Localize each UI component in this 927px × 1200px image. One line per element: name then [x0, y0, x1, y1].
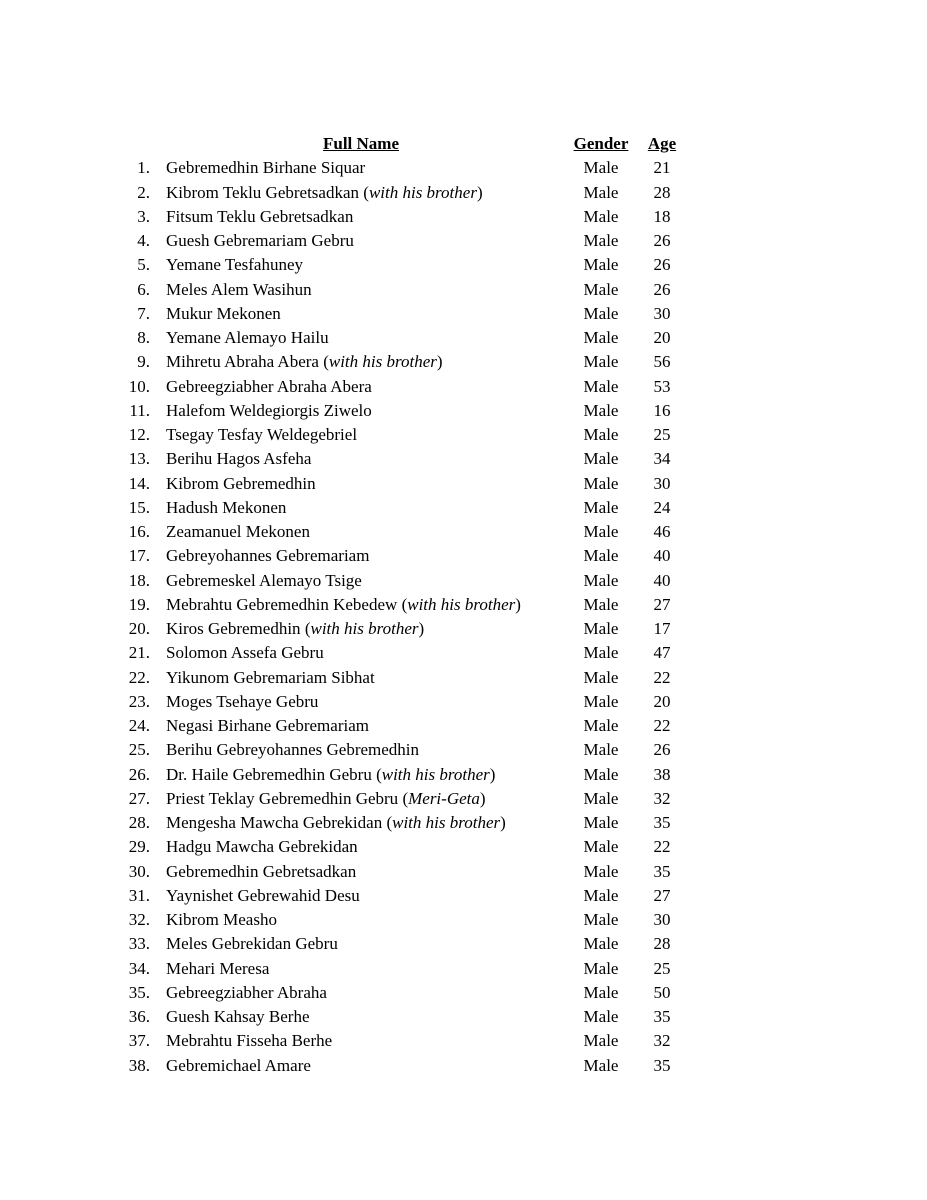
- full-name: Meles Alem Wasihun: [166, 279, 312, 299]
- gender-cell: Male: [583, 1055, 619, 1075]
- full-name: Mihretu Abraha Abera: [166, 352, 319, 372]
- row-number: 37.: [128, 1031, 150, 1051]
- age-cell: 35: [653, 813, 671, 832]
- gender-cell: Male: [583, 255, 619, 275]
- full-name: Yemane Alemayo Hailu: [166, 328, 329, 347]
- full-name: Zeamanuel Mekonen: [166, 522, 310, 541]
- row-number: 19.: [128, 594, 150, 614]
- row-number: 29.: [128, 837, 150, 857]
- full-name-cell: [166, 932, 338, 956]
- gender-cell: Male: [583, 764, 619, 784]
- full-name: Gebremeskel Alemayo Tsige: [166, 570, 362, 590]
- full-name: Guesh Kahsay Berhe: [166, 1007, 310, 1026]
- row-number: 13.: [128, 449, 150, 469]
- gender-cell: Male: [583, 376, 619, 396]
- table-row: [0, 957, 927, 981]
- row-number: 34.: [128, 958, 150, 978]
- age-cell: 27: [653, 594, 671, 614]
- full-name-cell: [166, 544, 369, 568]
- table-row: [0, 666, 927, 690]
- gender-cell: Male: [583, 473, 619, 493]
- gender-cell: Male: [583, 1007, 619, 1026]
- age-cell: 35: [653, 861, 671, 881]
- full-name: Negasi Birhane Gebremariam: [166, 716, 369, 735]
- row-number: 4.: [137, 231, 150, 250]
- age-cell: 25: [653, 425, 671, 444]
- age-cell: 28: [653, 182, 671, 202]
- full-name-cell: [166, 496, 286, 520]
- table-row: [0, 399, 927, 423]
- age-cell: 38: [653, 764, 671, 784]
- row-number: 8.: [137, 328, 150, 347]
- age-cell: 40: [653, 546, 671, 566]
- row-number: 18.: [128, 570, 150, 590]
- age-cell: 22: [653, 667, 671, 687]
- full-name: Tsegay Tesfay Weldegebriel: [166, 425, 358, 444]
- table-row: [0, 1029, 927, 1053]
- gender-cell: Male: [583, 425, 619, 444]
- full-name-cell: [166, 205, 353, 229]
- age-cell: 25: [653, 958, 671, 978]
- age-cell: 20: [653, 328, 671, 347]
- gender-cell: Male: [583, 691, 619, 711]
- full-name: Mukur Mekonen: [166, 303, 281, 323]
- column-header-full-name: Full Name: [322, 134, 400, 153]
- age-cell: 30: [653, 910, 671, 929]
- row-number: 21.: [128, 643, 150, 663]
- column-header-age: Age: [647, 134, 677, 153]
- name-note: with his brother: [381, 764, 490, 784]
- age-cell: 16: [653, 400, 671, 420]
- age-cell: 22: [653, 716, 671, 735]
- row-number: 2.: [137, 182, 150, 202]
- table-row: [0, 738, 927, 762]
- age-cell: 18: [653, 206, 671, 226]
- full-name: Gebremedhin Birhane Siquar: [166, 158, 366, 178]
- gender-cell: Male: [583, 716, 619, 735]
- age-cell: 26: [653, 279, 671, 299]
- full-name: Mehari Meresa: [166, 958, 270, 978]
- table-row: [0, 423, 927, 447]
- gender-cell: Male: [583, 182, 619, 202]
- row-number: 38.: [128, 1055, 150, 1075]
- row-number: 31.: [128, 885, 150, 905]
- full-name-cell: [166, 1054, 311, 1078]
- row-number: 17.: [128, 546, 150, 566]
- table-header-row: [0, 132, 927, 156]
- full-name: Kibrom Measho: [166, 910, 277, 929]
- row-number: 20.: [128, 619, 150, 638]
- table-row: [0, 520, 927, 544]
- gender-cell: Male: [583, 934, 619, 954]
- age-cell: 26: [653, 255, 671, 275]
- full-name-cell: [166, 981, 327, 1005]
- table-row: [0, 181, 927, 205]
- full-name-cell: [166, 569, 362, 593]
- row-number: 24.: [128, 716, 150, 735]
- full-name-cell: Mengesha Mawcha Gebrekidan (with his brother): [166, 813, 506, 832]
- gender-cell: Male: [583, 619, 619, 638]
- full-name-cell: Dr. Haile Gebremedhin Gebru (with his brother): [166, 764, 496, 784]
- table-row: [0, 496, 927, 520]
- age-cell: 53: [653, 376, 671, 396]
- table-row: [0, 860, 927, 884]
- gender-cell: Male: [583, 352, 619, 372]
- age-cell: 32: [653, 788, 671, 808]
- age-cell: 24: [653, 497, 671, 517]
- gender-cell: Male: [583, 522, 619, 541]
- gender-cell: Male: [583, 570, 619, 590]
- gender-cell: Male: [583, 303, 619, 323]
- gender-cell: Male: [583, 740, 619, 760]
- age-cell: 30: [653, 473, 671, 493]
- full-name-cell: [166, 860, 356, 884]
- table-row: [0, 156, 927, 180]
- age-cell: 35: [653, 1055, 671, 1075]
- gender-cell: Male: [583, 206, 619, 226]
- table-row: [0, 253, 927, 277]
- table-row: [0, 932, 927, 956]
- column-header-gender: Gender: [573, 134, 629, 153]
- full-name-cell: [166, 666, 375, 690]
- age-cell: 22: [653, 837, 671, 857]
- full-name-cell: [166, 447, 311, 471]
- full-name-cell: [166, 399, 372, 423]
- full-name: Gebreegziabher Abraha Abera: [166, 376, 372, 396]
- gender-cell: Male: [583, 328, 619, 347]
- row-number: 35.: [128, 982, 150, 1002]
- gender-cell: Male: [583, 885, 619, 905]
- gender-cell: Male: [583, 158, 619, 178]
- full-name: Berihu Gebreyohannes Gebremedhin: [166, 740, 420, 760]
- table-row: [0, 884, 927, 908]
- full-name-cell: [166, 253, 303, 277]
- full-name-cell: [166, 714, 369, 738]
- row-number: 9.: [137, 352, 150, 372]
- gender-cell: Male: [583, 982, 619, 1002]
- full-name: Yemane Tesfahuney: [166, 255, 303, 275]
- row-number: 16.: [128, 522, 150, 541]
- gender-cell: Male: [583, 667, 619, 687]
- full-name-cell: Mihretu Abraha Abera (with his brother): [166, 352, 443, 372]
- row-number: 23.: [128, 691, 150, 711]
- row-number: 27.: [128, 788, 150, 808]
- table-row: [0, 375, 927, 399]
- full-name-cell: [166, 1005, 310, 1029]
- table-row: [0, 229, 927, 253]
- name-note: with his brother: [392, 813, 501, 832]
- table-row: [0, 205, 927, 229]
- full-name: Kiros Gebremedhin: [166, 619, 301, 638]
- gender-cell: Male: [583, 231, 619, 250]
- table-row: [0, 326, 927, 350]
- gender-cell: Male: [583, 910, 619, 929]
- gender-cell: Male: [583, 279, 619, 299]
- age-cell: 27: [653, 885, 671, 905]
- full-name-cell: [166, 520, 310, 544]
- full-name: Dr. Haile Gebremedhin Gebru: [166, 764, 372, 784]
- row-number: 10.: [128, 376, 150, 396]
- row-number: 32.: [128, 910, 150, 929]
- full-name-cell: [166, 229, 354, 253]
- table-row: [0, 278, 927, 302]
- table-row: [0, 811, 927, 835]
- full-name: Yaynishet Gebrewahid Desu: [166, 885, 360, 905]
- table-row: [0, 981, 927, 1005]
- table-row: [0, 447, 927, 471]
- full-name-cell: Kiros Gebremedhin (with his brother): [166, 619, 425, 638]
- gender-cell: Male: [583, 958, 619, 978]
- gender-cell: Male: [583, 497, 619, 517]
- age-cell: 21: [653, 158, 671, 178]
- table-row: [0, 350, 927, 374]
- full-name: Mebrahtu Fisseha Berhe: [166, 1031, 333, 1051]
- table-body: [0, 156, 927, 1078]
- full-name-cell: Mebrahtu Gebremedhin Kebedew (with his brother): [166, 594, 521, 614]
- row-number: 22.: [128, 667, 150, 687]
- full-name-cell: Priest Teklay Gebremedhin Gebru (Meri-Geta): [166, 788, 486, 808]
- row-number: 28.: [128, 813, 150, 832]
- table-row: [0, 302, 927, 326]
- row-number: 6.: [137, 279, 150, 299]
- table-row: [0, 472, 927, 496]
- full-name: Hadush Mekonen: [166, 497, 287, 517]
- age-cell: 40: [653, 570, 671, 590]
- full-name-cell: [166, 302, 281, 326]
- full-name-cell: [166, 326, 329, 350]
- full-name-cell: [166, 835, 358, 859]
- table-row: [0, 690, 927, 714]
- full-name: Guesh Gebremariam Gebru: [166, 231, 354, 250]
- full-name: Mebrahtu Gebremedhin Kebedew: [166, 594, 398, 614]
- gender-cell: Male: [583, 813, 619, 832]
- gender-cell: Male: [583, 594, 619, 614]
- age-cell: 17: [653, 619, 671, 638]
- row-number: 11.: [129, 400, 150, 420]
- full-name-cell: [166, 884, 360, 908]
- full-name: Fitsum Teklu Gebretsadkan: [166, 206, 354, 226]
- age-cell: 30: [653, 303, 671, 323]
- row-number: 3.: [137, 206, 150, 226]
- full-name: Berihu Hagos Asfeha: [166, 449, 312, 469]
- table-row: [0, 787, 927, 811]
- full-name-cell: [166, 690, 318, 714]
- full-name-cell: [166, 423, 357, 447]
- name-note: with his brother: [407, 594, 516, 614]
- table-row: [0, 569, 927, 593]
- full-name: Yikunom Gebremariam Sibhat: [166, 667, 375, 687]
- table-row: [0, 544, 927, 568]
- row-number: 30.: [128, 861, 150, 881]
- full-name-cell: Kibrom Teklu Gebretsadkan (with his brother): [166, 182, 483, 202]
- table-row: [0, 593, 927, 617]
- age-cell: 28: [653, 934, 671, 954]
- full-name: Gebremichael Amare: [166, 1055, 311, 1075]
- full-name: Moges Tsehaye Gebru: [166, 691, 319, 711]
- row-number: 12.: [128, 425, 150, 444]
- age-cell: 56: [653, 352, 671, 372]
- row-number: 36.: [128, 1007, 150, 1026]
- table-row: [0, 714, 927, 738]
- row-number: 33.: [128, 934, 150, 954]
- full-name: Gebremedhin Gebretsadkan: [166, 861, 357, 881]
- gender-cell: Male: [583, 643, 619, 663]
- full-name-cell: [166, 156, 365, 180]
- victim-list-table: [0, 132, 927, 1078]
- age-cell: 26: [653, 740, 671, 760]
- full-name-cell: [166, 1029, 332, 1053]
- full-name: Priest Teklay Gebremedhin Gebru: [166, 788, 399, 808]
- row-number: 1.: [137, 158, 150, 178]
- age-cell: 34: [653, 449, 671, 469]
- full-name-cell: [166, 375, 372, 399]
- gender-cell: Male: [583, 1031, 619, 1051]
- gender-cell: Male: [583, 788, 619, 808]
- full-name: Gebreyohannes Gebremariam: [166, 546, 370, 566]
- name-note: Meri-Geta: [408, 788, 480, 808]
- age-cell: 26: [653, 231, 671, 250]
- table-row: [0, 908, 927, 932]
- row-number: 5.: [137, 255, 150, 275]
- row-number: 15.: [128, 497, 150, 517]
- gender-cell: Male: [583, 400, 619, 420]
- full-name: Meles Gebrekidan Gebru: [166, 934, 338, 954]
- gender-cell: Male: [583, 837, 619, 857]
- full-name-cell: [166, 738, 419, 762]
- row-number: 25.: [128, 740, 150, 760]
- full-name: Hadgu Mawcha Gebrekidan: [166, 837, 358, 857]
- age-cell: 46: [653, 522, 671, 541]
- full-name-cell: [166, 908, 277, 932]
- full-name-cell: [166, 472, 316, 496]
- full-name: Kibrom Gebremedhin: [166, 473, 316, 493]
- table-row: [0, 835, 927, 859]
- name-note: with his brother: [368, 182, 477, 202]
- age-cell: 35: [653, 1007, 671, 1026]
- name-note: with his brother: [310, 619, 419, 638]
- full-name: Kibrom Teklu Gebretsadkan: [166, 182, 360, 202]
- gender-cell: Male: [583, 449, 619, 469]
- table-row: [0, 1005, 927, 1029]
- full-name: Halefom Weldegiorgis Ziwelo: [166, 400, 372, 420]
- full-name-cell: [166, 641, 324, 665]
- gender-cell: Male: [583, 861, 619, 881]
- table-row: [0, 1054, 927, 1078]
- full-name-cell: [166, 957, 269, 981]
- table-row: [0, 617, 927, 641]
- table-row: [0, 641, 927, 665]
- age-cell: 50: [653, 982, 671, 1002]
- table-row: [0, 763, 927, 787]
- age-cell: 20: [653, 691, 671, 711]
- age-cell: 32: [653, 1031, 671, 1051]
- row-number: 26.: [128, 764, 150, 784]
- age-cell: 47: [653, 643, 671, 663]
- full-name: Mengesha Mawcha Gebrekidan: [166, 813, 383, 832]
- row-number: 14.: [128, 473, 150, 493]
- row-number: 7.: [137, 303, 150, 323]
- full-name: Gebreegziabher Abraha: [166, 982, 327, 1002]
- name-note: with his brother: [328, 352, 437, 372]
- full-name-cell: [166, 278, 312, 302]
- full-name: Solomon Assefa Gebru: [166, 643, 324, 663]
- gender-cell: Male: [583, 546, 619, 566]
